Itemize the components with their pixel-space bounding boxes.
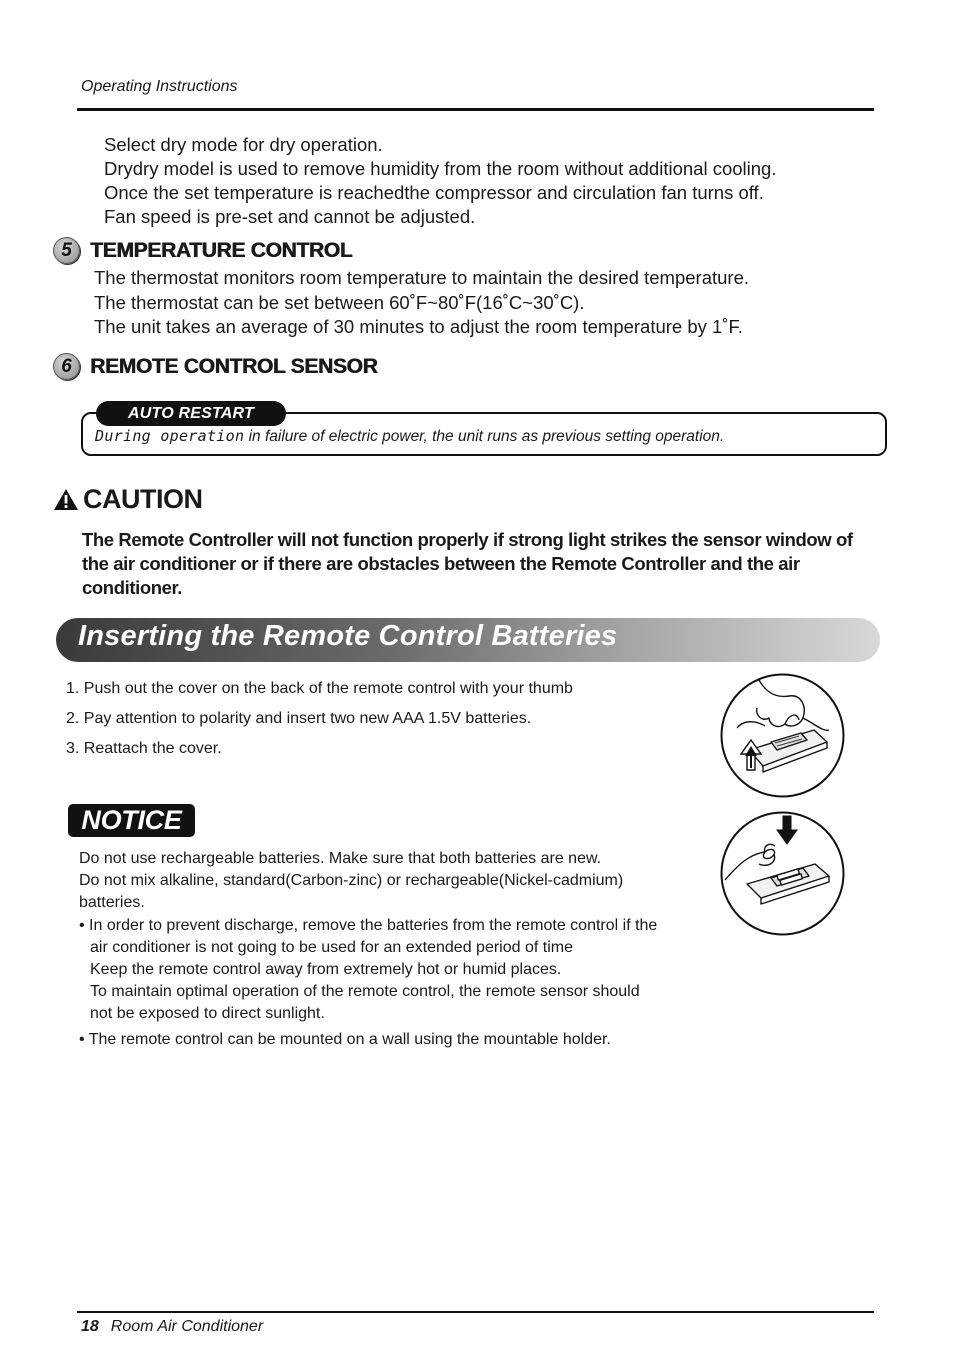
notice-line: Do not use rechargeable batteries. Make sure that both batteries are new. bbox=[79, 850, 602, 867]
notice-bullet: • The remote control can be mounted on a wall using the mountable holder. bbox=[79, 1030, 611, 1048]
section-title: REMOTE CONTROL SENSOR bbox=[90, 354, 378, 378]
notice-text bbox=[79, 848, 699, 1051]
footer-rule bbox=[77, 1311, 874, 1313]
notice-bullet: • In order to prevent discharge, remove the batteries from the remote control if the bbox=[79, 916, 658, 934]
notice-badge: NOTICE bbox=[68, 804, 195, 837]
notice-line: Keep the remote control away from extremely hot or humid places. bbox=[90, 961, 562, 979]
warning-triangle-icon bbox=[53, 488, 79, 511]
battery-steps bbox=[66, 678, 573, 768]
notice-line: air conditioner is not going to be used for an extended period of time bbox=[90, 938, 573, 956]
header-rule bbox=[77, 108, 874, 111]
section-number-badge: 6 bbox=[53, 353, 80, 380]
dry-mode-text bbox=[104, 133, 776, 229]
batteries-title: Inserting the Remote Control Batteries bbox=[78, 620, 618, 652]
battery-step: 2. Pay attention to polarity and insert two new AAA 1.5V batteries. bbox=[66, 710, 532, 727]
temp-line: The unit takes an average of 30 minutes to adjust the room temperature by 1˚F. bbox=[94, 316, 743, 337]
page-number: 18 bbox=[81, 1318, 99, 1335]
notice-line: batteries. bbox=[79, 894, 145, 912]
temp-line: The thermostat monitors room temperature to maintain the desired temperature. bbox=[94, 267, 749, 288]
auto-restart-body: in failure of electric power, the unit runs as previous setting operation. bbox=[244, 428, 725, 445]
notice-line: not be exposed to direct sunlight. bbox=[90, 1005, 325, 1023]
auto-restart-text bbox=[95, 427, 724, 446]
dry-line: Select dry mode for dry operation. bbox=[104, 134, 383, 155]
temp-line: The thermostat can be set between 60˚F~80˚F(16˚C~30˚C). bbox=[94, 291, 585, 313]
notice-line: Do not mix alkaline, standard(Carbon-zinc) or rechargeable(Nickel-cadmium) bbox=[79, 872, 624, 890]
temperature-control-heading bbox=[53, 237, 352, 264]
auto-restart-lead: During operation bbox=[95, 427, 245, 445]
battery-step: 1. Push out the cover on the back of the remote control with your thumb bbox=[66, 680, 573, 697]
dry-line: Fan speed is pre-set and cannot be adjusted. bbox=[104, 206, 476, 227]
section-number-badge: 5 bbox=[53, 237, 80, 264]
footer bbox=[81, 1318, 263, 1336]
caution-title: CAUTION bbox=[83, 484, 203, 514]
caution-text: The Remote Controller will not function properly if strong light strikes the sensor window of the air conditioner or if there are obstacles between the Remote Controller and the air conditioner. bbox=[82, 529, 853, 598]
auto-restart-label: AUTO RESTART bbox=[96, 401, 286, 426]
notice-line: To maintain optimal operation of the remote control, the remote sensor should bbox=[90, 983, 640, 1001]
temperature-control-text bbox=[94, 266, 749, 340]
header-title: Operating Instructions bbox=[81, 78, 238, 95]
section-title: TEMPERATURE CONTROL bbox=[90, 238, 353, 262]
caution-heading bbox=[53, 484, 203, 515]
dry-line: Once the set temperature is reachedthe compressor and circulation fan turns off. bbox=[104, 182, 764, 203]
insert-batteries-icon bbox=[719, 810, 846, 937]
dry-line: Drydry model is used to remove humidity from the room without additional cooling. bbox=[104, 158, 777, 179]
battery-step: 3. Reattach the cover. bbox=[66, 740, 222, 757]
remove-cover-icon bbox=[719, 672, 846, 799]
footer-title: Room Air Conditioner bbox=[110, 1318, 264, 1335]
remote-sensor-heading bbox=[53, 353, 377, 380]
